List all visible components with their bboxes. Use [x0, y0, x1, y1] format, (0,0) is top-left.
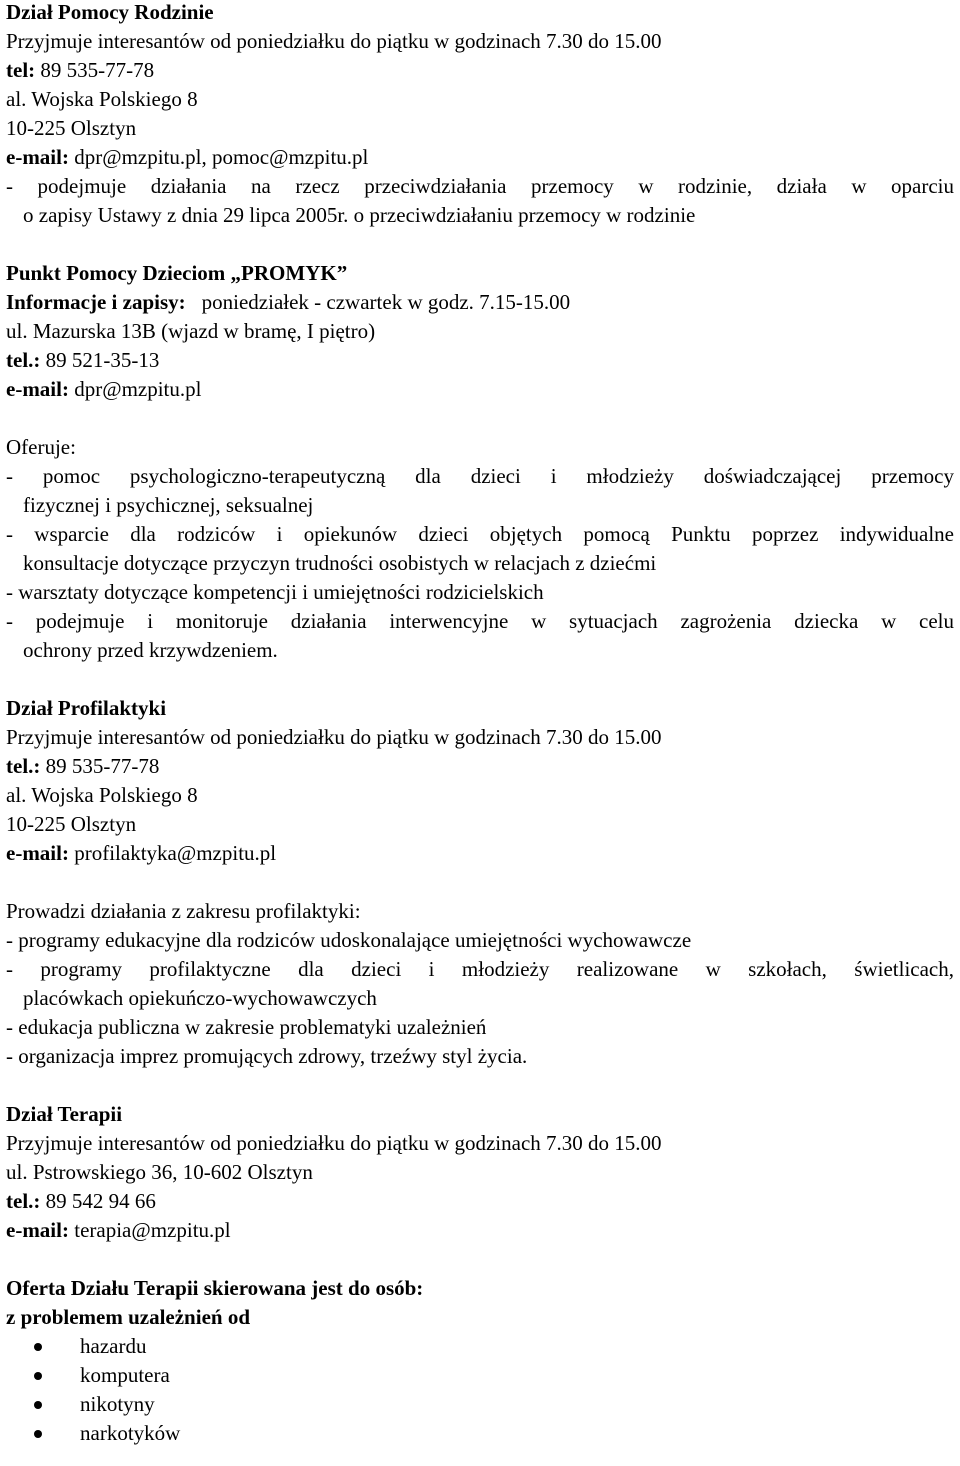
- description-line: - podejmuje działania na rzecz przeciwdziałania przemocy w rodzinie, działa w oparciu: [6, 174, 954, 198]
- activity-item-continuation: placówkach opiekuńczo-wychowawczych: [23, 986, 377, 1010]
- phone-value: 89 542 94 66: [40, 1189, 156, 1213]
- email-line: [6, 1216, 954, 1245]
- phone-line: [6, 346, 954, 375]
- address-line: ul. Mazurska 13B (wjazd w bramę, I piętro): [6, 319, 376, 343]
- phone-line: [6, 56, 954, 85]
- bullet-icon: [34, 1372, 42, 1380]
- phone-value: 89 535-77-78: [40, 754, 160, 778]
- list-item: [6, 1361, 954, 1390]
- offers-heading: Oferuje:: [6, 435, 76, 459]
- email-label: e-mail:: [6, 145, 69, 169]
- email-value: terapia@mzpitu.pl: [68, 1218, 231, 1242]
- address-line: 10-225 Olsztyn: [6, 812, 137, 836]
- address-line: 10-225 Olsztyn: [6, 116, 137, 140]
- office-hours: Przyjmuje interesantów od poniedziałku do piątku w godzinach 7.30 do 15.00: [6, 29, 662, 53]
- offer-item: - podejmuje i monitoruje działania interwencyjne w sytuacjach zagrożenia dziecka w celu: [6, 609, 954, 633]
- address-line: ul. Pstrowskiego 36, 10-602 Olsztyn: [6, 1160, 313, 1184]
- offer-item-continuation: ochrony przed krzywdzeniem.: [23, 638, 278, 662]
- section-title: Dział Terapii: [6, 1102, 123, 1126]
- description-line: o zapisy Ustawy z dnia 29 lipca 2005r. o przeciwdziałaniu przemocy w rodzinie: [23, 203, 696, 227]
- info-value: poniedziałek - czwartek w godz. 7.15-15.00: [201, 290, 571, 314]
- list-item-label: komputera: [80, 1363, 170, 1387]
- phone-label: tel.:: [6, 1189, 41, 1213]
- email-label: e-mail:: [6, 377, 69, 401]
- email-label: e-mail:: [6, 1218, 69, 1242]
- bullet-icon: [34, 1430, 42, 1438]
- address-line: al. Wojska Polskiego 8: [6, 783, 198, 807]
- list-item: [6, 1419, 954, 1448]
- offer-heading: Oferta Działu Terapii skierowana jest do osób:: [6, 1276, 424, 1300]
- section-title: Dział Pomocy Rodzinie: [6, 0, 214, 24]
- bullet-icon: [34, 1343, 42, 1351]
- phone-value: 89 535-77-78: [35, 58, 155, 82]
- info-label: Informacje i zapisy:: [6, 290, 186, 314]
- section-title: Punkt Pomocy Dzieciom „PROMYK”: [6, 261, 348, 285]
- bullet-icon: [34, 1401, 42, 1409]
- activity-item: - programy profilaktyczne dla dzieci i młodzieży realizowane w szkołach, świetlicach,: [6, 957, 954, 981]
- activity-item: - organizacja imprez promujących zdrowy, trzeźwy styl życia.: [6, 1044, 528, 1068]
- email-label: e-mail:: [6, 841, 69, 865]
- info-line: [6, 288, 954, 317]
- phone-line: [6, 1187, 954, 1216]
- offer-item: - wsparcie dla rodziców i opiekunów dzieci objętych pomocą Punktu poprzez indywidualne: [6, 522, 954, 546]
- phone-label: tel.:: [6, 348, 41, 372]
- email-line: [6, 839, 954, 868]
- offer-item: - warsztaty dotyczące kompetencji i umiejętności rodzicielskich: [6, 580, 544, 604]
- section-title: Dział Profilaktyki: [6, 696, 167, 720]
- phone-line: [6, 752, 954, 781]
- list-item-label: narkotyków: [80, 1421, 181, 1445]
- phone-label: tel:: [6, 58, 36, 82]
- activities-heading: Prowadzi działania z zakresu profilaktyki:: [6, 899, 361, 923]
- email-value: dpr@mzpitu.pl: [68, 377, 202, 401]
- email-value: profilaktyka@mzpitu.pl: [68, 841, 277, 865]
- offer-item: - pomoc psychologiczno-terapeutyczną dla dzieci i młodzieży doświadczającej przemocy: [6, 464, 954, 488]
- offer-item-continuation: fizycznej i psychicznej, seksualnej: [23, 493, 314, 517]
- list-item: [6, 1332, 954, 1361]
- office-hours: Przyjmuje interesantów od poniedziałku do piątku w godzinach 7.30 do 15.00: [6, 1131, 662, 1155]
- list-item-label: hazardu: [80, 1334, 147, 1358]
- offer-item-continuation: konsultacje dotyczące przyczyn trudności osobistych w relacjach z dziećmi: [23, 551, 657, 575]
- offer-subheading: z problemem uzależnień od: [6, 1305, 251, 1329]
- list-item: [6, 1390, 954, 1419]
- email-line: [6, 375, 954, 404]
- office-hours: Przyjmuje interesantów od poniedziałku do piątku w godzinach 7.30 do 15.00: [6, 725, 662, 749]
- list-item-label: nikotyny: [80, 1392, 155, 1416]
- address-line: al. Wojska Polskiego 8: [6, 87, 198, 111]
- email-line: [6, 143, 954, 172]
- activity-item: - programy edukacyjne dla rodziców udoskonalające umiejętności wychowawcze: [6, 928, 692, 952]
- activity-item: - edukacja publiczna w zakresie problematyki uzależnień: [6, 1015, 487, 1039]
- email-value: dpr@mzpitu.pl, pomoc@mzpitu.pl: [68, 145, 369, 169]
- phone-label: tel.:: [6, 754, 41, 778]
- phone-value: 89 521-35-13: [40, 348, 160, 372]
